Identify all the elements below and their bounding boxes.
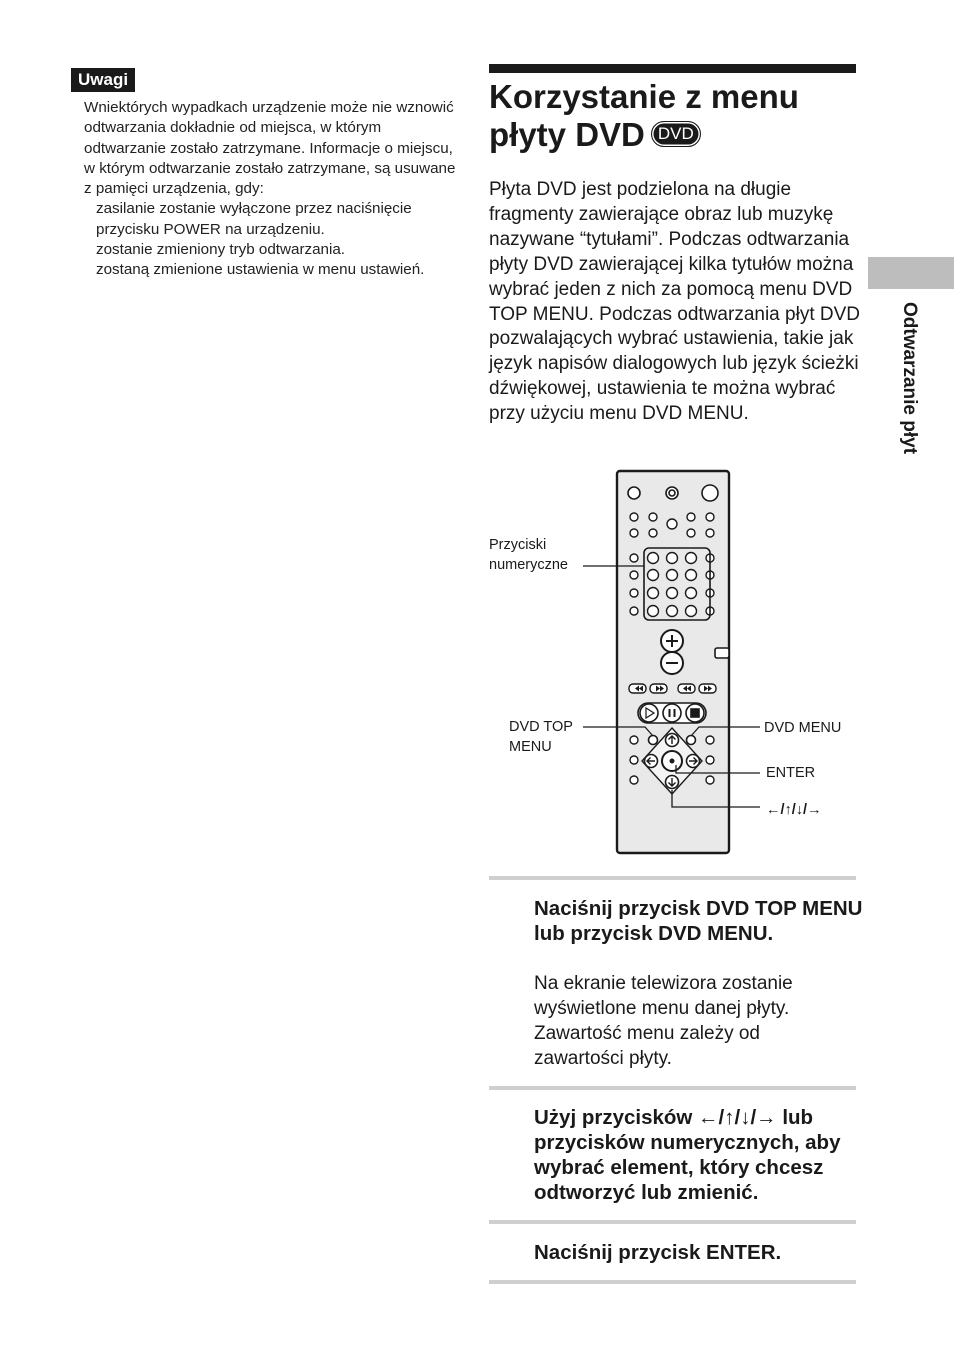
remote-side-switch-icon — [715, 648, 729, 658]
remote-button-icon — [666, 487, 678, 499]
step-divider — [489, 1280, 856, 1284]
section-intro: Płyta DVD jest podzielona na długie fragmenty zawierające obraz lub muzykę nazywane “tytułami”. Podczas odtwarzania płyty DVD zawierającej kilka tytułów można wybrać jeden z nich za pomocą menu DVD TOP MENU. Podczas odtwarzania płyt DVD pozwalających wybrać ustawienia, takie jak język napisów dialogowych lub język ścieżki dźwiękowej, ustawienia te można wybrać przy użyciu menu DVD MENU. — [489, 179, 860, 425]
dvd-top-menu-button-icon — [649, 736, 658, 745]
step-divider — [489, 1220, 856, 1224]
notes-bullet: zostaną zmienione ustawienia w menu ustawień. — [96, 261, 425, 279]
section-title — [489, 78, 869, 154]
notes-paragraph: Wniektórych wypadkach urządzenie może nie wznowić odtwarzania dokładnie od miejsca, w którym odtwarzanie zostało zatrzymane. Informacje o miejscu, w którym odtwarzanie zostało zatrzymane, są usuwane z pamięci urządzenia, gdy: — [84, 99, 456, 198]
notes-heading: Uwagi — [71, 68, 135, 92]
remote-power-button-icon — [702, 485, 718, 501]
play-icon — [640, 704, 658, 722]
callout-enter: ENTER — [766, 765, 816, 781]
step-divider — [489, 1086, 856, 1090]
notes-body — [84, 98, 456, 281]
notes-bullet: zasilanie zostanie wyłączone przez naciśnięcie przycisku POWER na urządzeniu. — [96, 200, 412, 238]
callout-arrows: ←/↑/↓/→ — [766, 802, 822, 818]
section-title-text: Korzystanie z menu płyty DVD — [489, 78, 799, 153]
notes-bullet-list — [84, 199, 456, 280]
step-divider — [489, 876, 856, 880]
remote-button-icon — [628, 487, 640, 499]
pause-icon — [663, 704, 681, 722]
section-top-rule — [489, 64, 856, 73]
callout-dvd-menu: DVD MENU — [764, 720, 842, 736]
step-2-title: Użyj przycisków ←/↑/↓/→ lub przycisków numerycznych, aby wybrać element, który chcesz odtworzyć lub zmienić. — [534, 1106, 841, 1204]
notes-bullet: zostanie zmieniony tryb odtwarzania. — [96, 241, 346, 259]
callout-numeric: Przyciski numeryczne — [489, 537, 568, 573]
dvd-badge-icon: DVD — [651, 121, 701, 147]
step-1-title: Naciśnij przycisk DVD TOP MENU lub przycisk DVD MENU. — [534, 897, 863, 945]
dvd-menu-button-icon — [687, 736, 696, 745]
side-tab-marker — [868, 257, 954, 289]
step-1-description: Na ekranie telewizora zostanie wyświetlone menu danej płyty. Zawartość menu zależy od zawartości płyty. — [534, 973, 793, 1069]
step-3-title: Naciśnij przycisk ENTER. — [534, 1241, 782, 1264]
side-tab-label: Odtwarzanie płyt — [899, 302, 920, 455]
callout-dvd-top-menu: DVD TOP MENU — [509, 719, 573, 755]
